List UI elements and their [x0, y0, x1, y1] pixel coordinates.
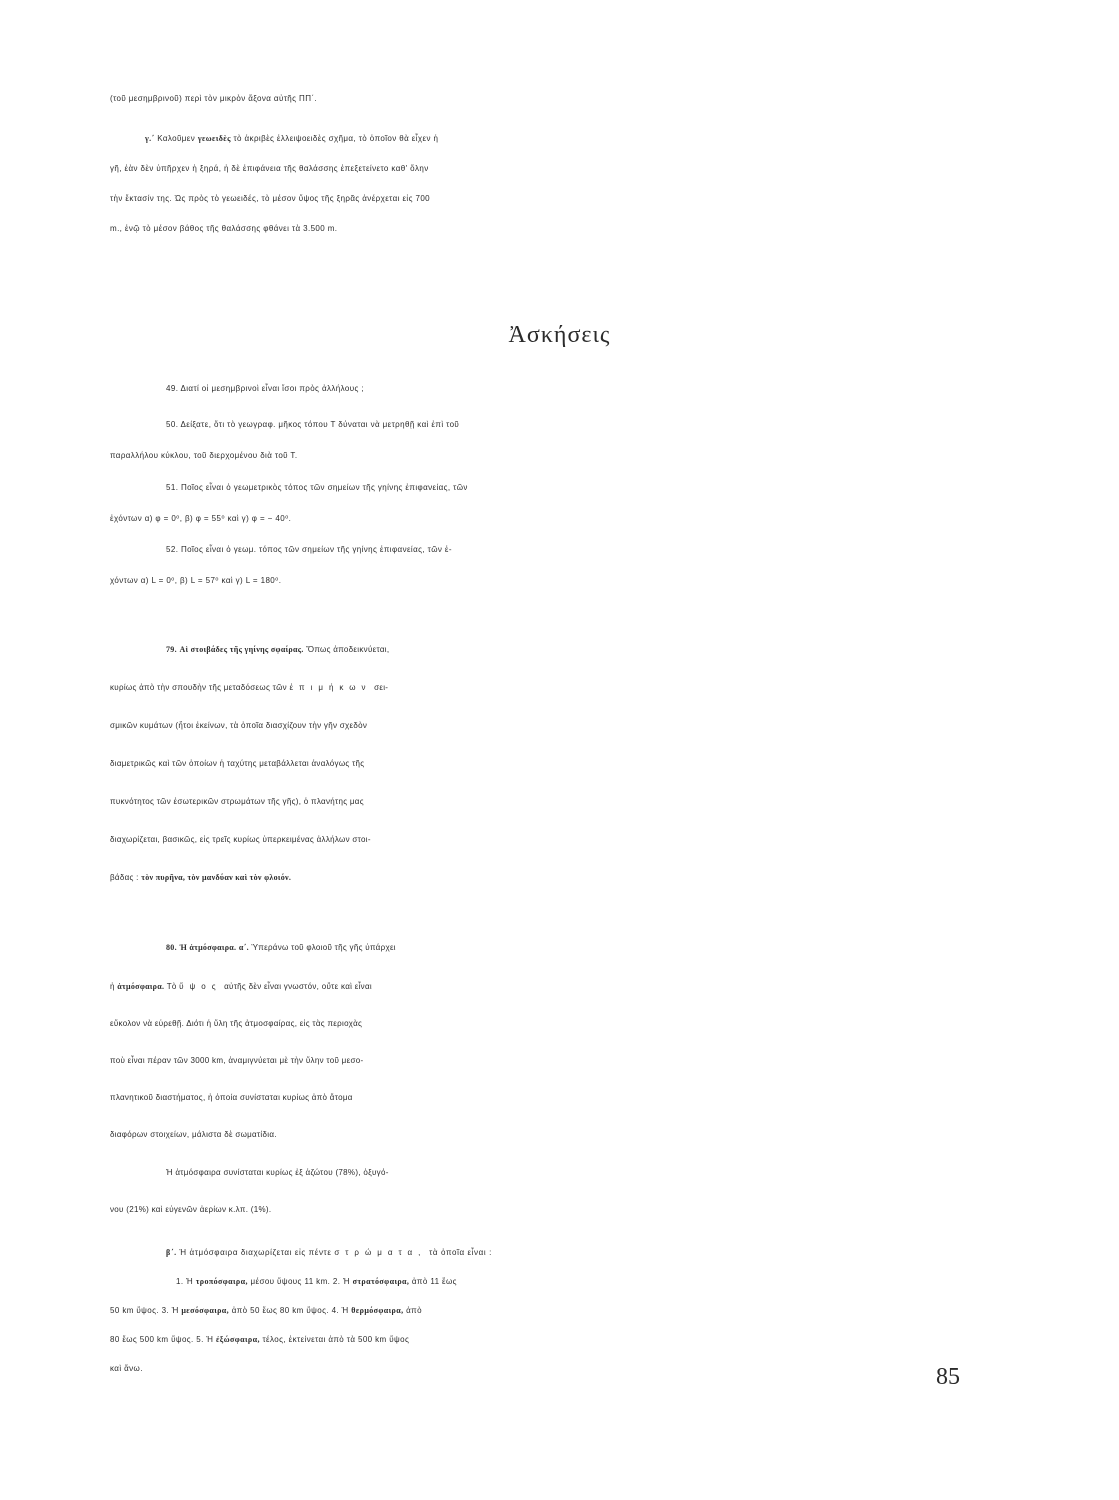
- intro-line-4: τὴν ἔκτασίν της. Ὡς πρὸς τὸ γεωειδές, τὸ μέσον ὕψος τῆς ξηρᾶς ἀνέρχεται εἰς 700: [110, 194, 431, 203]
- section-79-line-3: σμικῶν κυμάτων (ἤτοι ἐκείνων, τὰ ὁποῖα διασχίζουν τὴν γῆν σχεδὸν: [110, 721, 368, 730]
- section-80-sub-b: β΄.: [166, 1248, 177, 1257]
- section-79-line-1: 79. Αἱ στοιβάδες τῆς γηίνης σφαίρας. Ὅπως ἀποδεικνύεται,: [166, 645, 390, 654]
- section-80-line-7: Ἡ ἀτμόσφαιρα συνίσταται κυρίως ἐξ ἀζώτου (78%), ὀξυγό-: [166, 1168, 389, 1177]
- exercise-52: 52. Ποῖος εἶναι ὁ γεωμ. τόπος τῶν σημείων τῆς γηίνης ἐπιφανείας, τῶν ἐ-: [166, 545, 452, 554]
- section-80-b-line-1: β΄. Ἡ ἀτμόσφαιρα διαχωρίζεται εἰς πέντε στρώματα, τὰ ὁποῖα εἶναι :: [166, 1248, 492, 1257]
- term-mesosphere: μεσόσφαιρα,: [181, 1306, 230, 1315]
- term-troposphere: τροπόσφαιρα,: [195, 1277, 248, 1286]
- item-label-gamma: γ.΄: [145, 134, 155, 143]
- section-80-b-line-5: καὶ ἄνω.: [110, 1364, 143, 1373]
- section-80-sub-a: α΄.: [238, 943, 249, 952]
- term-geoid: γεωειδὲς: [197, 134, 231, 143]
- term-stratosphere: στρατόσφαιρα,: [352, 1277, 410, 1286]
- intro-line-3: γῆ, ἐὰν δὲν ὑπῆρχεν ἡ ξηρά, ἡ δὲ ἐπιφάνεια τῆς θαλάσσης ἐπεξετείνετο καθ' ὅλην: [110, 164, 429, 173]
- exercise-51: 51. Ποῖος εἶναι ὁ γεωμετρικὸς τόπος τῶν σημείων τῆς γηίνης ἐπιφανείας, τῶν: [166, 483, 468, 492]
- section-80-line-6: διαφόρων στοιχείων, μάλιστα δὲ σωματίδια.: [110, 1130, 277, 1139]
- section-80-line-8: νου (21%) καὶ εὐγενῶν ἀερίων κ.λπ. (1%).: [110, 1205, 272, 1214]
- section-79-number: 79.: [166, 645, 177, 654]
- intro-line-2: γ.΄ Καλοῦμεν γεωειδὲς τὸ ἀκριβὲς ἐλλειψοειδὲς σχῆμα, τὸ ὁποῖον θὰ εἶχεν ἡ: [145, 134, 439, 143]
- intro-line-5: m., ἐνῷ τὸ μέσον βάθος τῆς θαλάσσης φθάνει τὰ 3.500 m.: [110, 224, 338, 233]
- section-80-line-2: ἡ ἀτμόσφαιρα. Τὸ ὕψος αὐτῆς δὲν εἶναι γνωστόν, οὔτε καὶ εἶναι: [110, 982, 372, 991]
- page-number: 85: [936, 1364, 960, 1390]
- section-79-line-5: πυκνότητος τῶν ἐσωτερικῶν στρωμάτων τῆς γῆς), ὁ πλανήτης μας: [110, 797, 364, 806]
- section-79-title: Αἱ στοιβάδες τῆς γηίνης σφαίρας.: [179, 645, 304, 654]
- layers-list: τὸν πυρῆνα, τὸν μανδύαν καὶ τὸν φλοιόν.: [141, 873, 292, 882]
- section-80-line-3: εὔκολον νὰ εὑρεθῇ. Διότι ἡ ὕλη τῆς ἀτμοσφαίρας, εἰς τὰς περιοχὰς: [110, 1019, 363, 1028]
- section-80-line-5: πλανητικοῦ διαστήματος, ἡ ὁποία συνίσταται κυρίως ἀπὸ ἄτομα: [110, 1093, 353, 1102]
- section-80-b-line-4: 80 ἕως 500 km ὕψος. 5. Ἡ ἐξώσφαιρα, τέλος, ἐκτείνεται ἀπὸ τὰ 500 km ὕψος: [110, 1335, 410, 1344]
- term-exosphere: ἐξώσφαιρα,: [215, 1335, 260, 1344]
- term-atmosphere: ἀτμόσφαιρα.: [117, 982, 165, 991]
- section-80-number: 80.: [166, 943, 177, 952]
- section-80-title: Ἡ ἀτμόσφαιρα.: [179, 943, 237, 952]
- section-79-line-2: κυρίως ἀπὸ τὴν σπουδὴν τῆς μεταδόσεως τῶν ἐπιμήκων σει-: [110, 683, 389, 692]
- section-80-line-4: ποὺ εἶναι πέραν τῶν 3000 km, ἀναμιγνύεται μὲ τὴν ὕλην τοῦ μεσο-: [110, 1056, 364, 1065]
- exercise-50: 50. Δείξατε, ὅτι τὸ γεωγραφ. μῆκος τόπου Τ δύναται νὰ μετρηθῇ καὶ ἐπὶ τοῦ: [166, 420, 460, 429]
- section-79-line-7: βάδας : τὸν πυρῆνα, τὸν μανδύαν καὶ τὸν φλοιόν.: [110, 873, 292, 882]
- section-79-line-6: διαχωρίζεται, βασικῶς, εἰς τρεῖς κυρίως ὑπερκειμένας ἀλλήλων στοι-: [110, 835, 371, 844]
- section-80-b-line-2: 1. Ἡ τροπόσφαιρα, μέσου ὕψους 11 km. 2. Ἡ στρατόσφαιρα, ἀπὸ 11 ἕως: [176, 1277, 457, 1286]
- exercise-50-cont: παραλλήλου κύκλου, τοῦ διερχομένου διὰ τοῦ Τ.: [110, 451, 298, 460]
- section-79-line-4: διαμετρικῶς καὶ τῶν ὁποίων ἡ ταχύτης μεταβάλλεται ἀναλόγως τῆς: [110, 759, 365, 768]
- section-80-b-line-3: 50 km ὕψος. 3. Ἡ μεσόσφαιρα, ἀπὸ 50 ἕως 80 km ὕψος. 4. Ἡ θερμόσφαιρα, ἀπὸ: [110, 1306, 422, 1315]
- exercise-51-cont: ἐχόντων α) φ = 0⁰, β) φ = 55⁰ καὶ γ) φ = − 40⁰.: [110, 514, 292, 523]
- section-80-line-1: 80. Ἡ ἀτμόσφαιρα. α΄. Ὑπεράνω τοῦ φλοιοῦ τῆς γῆς ὑπάρχει: [166, 943, 396, 952]
- intro-line-1: (τοῦ μεσημβρινοῦ) περὶ τὸν μικρὸν ἄξονα αὐτῆς ΠΠ΄.: [110, 94, 318, 103]
- exercise-49: 49. Διατί οἱ μεσημβρινοὶ εἶναι ἴσοι πρὸς ἀλλήλους ;: [166, 384, 365, 393]
- exercise-52-cont: χόντων α) L = 0⁰, β) L = 57⁰ καὶ γ) L = 180⁰.: [110, 576, 282, 585]
- exercises-heading: Ἀσκήσεις: [508, 322, 611, 348]
- term-thermosphere: θερμόσφαιρα,: [351, 1306, 404, 1315]
